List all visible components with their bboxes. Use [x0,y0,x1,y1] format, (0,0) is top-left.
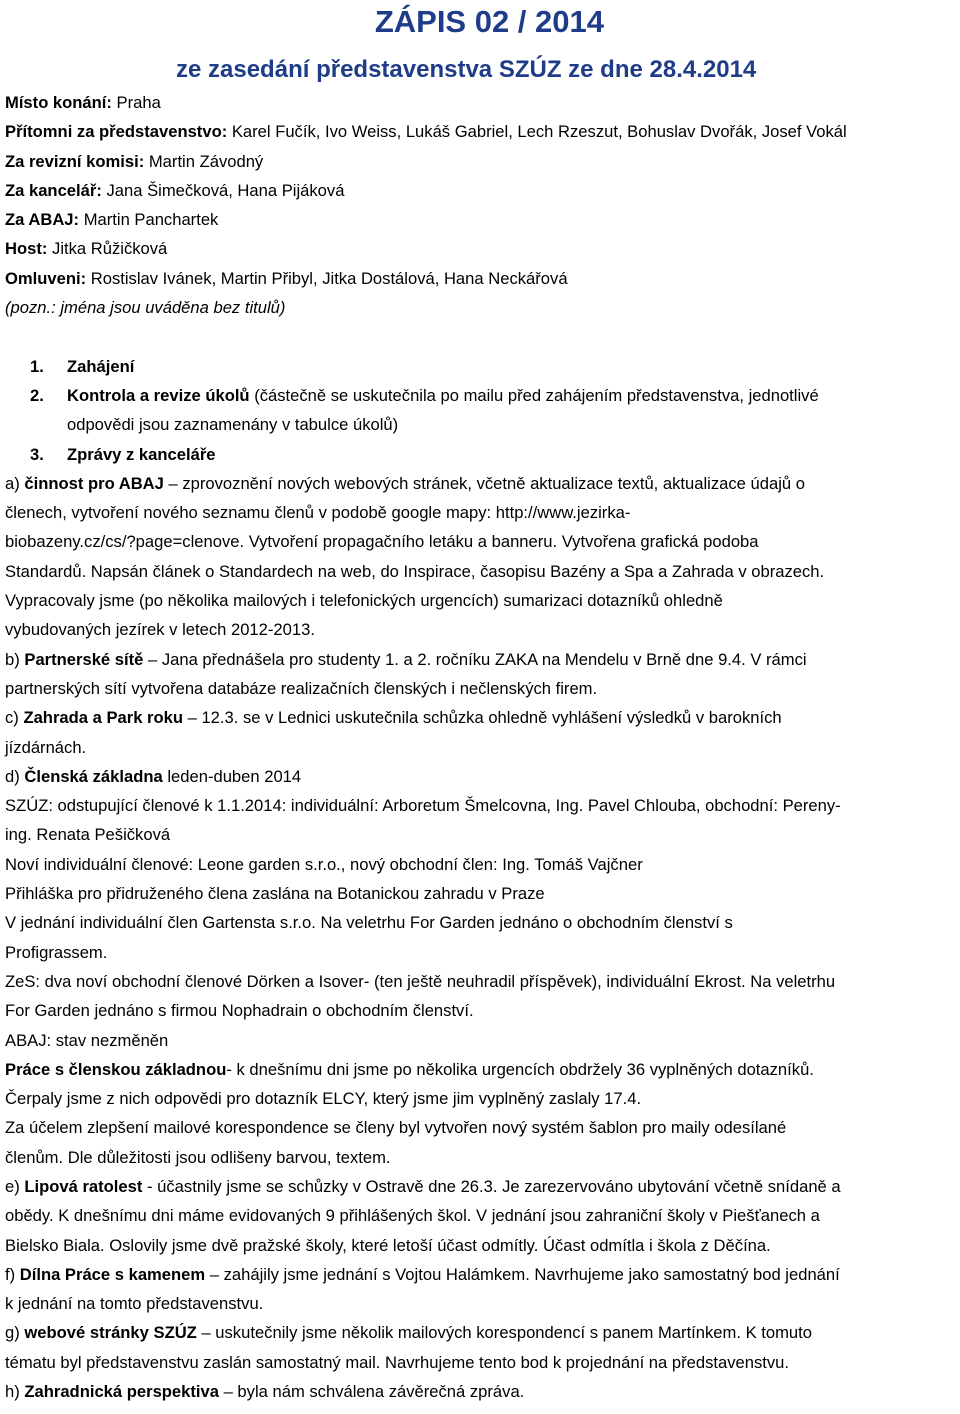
header-label: Host: [5,239,48,259]
section-prefix: g) [5,1323,25,1343]
header-guest [5,234,957,263]
agenda-text: (částečně se uskutečnila po mailu před zahájením představenstva, jednotlivé [249,385,819,405]
agenda-number: 1. [30,356,44,376]
text-line: členech, vytvoření nového seznamu členů v podobě google mapy: http://www.jezirka- [5,503,631,523]
section-title: Lipová ratolest [24,1176,143,1196]
header-label: Omluveni: [5,268,87,288]
text-line: obědy. K dnešnímu dni máme evidovaných 9 přihlášených škol. V jednání jsou zahraniční školy v Piešťanech a [5,1206,820,1226]
header-value: Jana Šimečková, Hana Pijáková [101,180,345,200]
header-audit [5,147,957,176]
agenda-item-1 [5,352,957,381]
section-text: – Jana přednášela pro studenty 1. a 2. ročníku ZAKA na Mendelu v Brně dne 9.4. V rámci [143,649,807,669]
section-c [5,703,957,732]
section-f [5,1260,957,1289]
header-excused [5,264,957,293]
section-prefix: f) [5,1264,20,1284]
agenda-number: 3. [30,444,44,464]
agenda-title: Zprávy z kanceláře [67,444,216,464]
text-line: partnerských sítí vytvořena databáze realizačních členských i nečlenských firem. [5,678,598,698]
header-value: Praha [111,93,161,112]
header-label: Za ABAJ: [5,210,80,230]
header-present [5,117,957,146]
agenda-item-2 [5,381,957,410]
text-line: Čerpaly jsme z nich odpovědi pro dotazník ELCY, který jsme jim vyplněný zaslaly 17.4. [5,1089,642,1109]
agenda-title: Kontrola a revize úkolů [67,385,250,405]
header-office [5,176,957,205]
header-value: Rostislav Ivánek, Martin Přibyl, Jitka Dostálová, Hana Neckářová [86,268,568,288]
text-line: SZÚZ: odstupující členové k 1.1.2014: individuální: Arboretum Šmelcovna, Ing. Pavel Chlouba, obchodní: Pereny- [5,796,841,816]
section-title: Dílna Práce s kamenem [19,1264,206,1284]
document-body [5,88,957,1406]
section-text: – zahájily jsme jednání s Vojtou Halámkem. Navrhujeme jako samostatný bod jednání [205,1264,840,1284]
text-line: biobazeny.cz/cs/?page=clenove. Vytvoření propagačního letáku a banneru. Vytvořena grafická podoba [5,532,759,552]
text-line: jízdárnách. [5,737,87,757]
section-title: Partnerské sítě [24,649,144,669]
text-line: Bielsko Biala. Oslovily jsme dvě pražské školy, které letoší účast odmítly. Účast odmítla i škola z Děčína. [5,1235,771,1255]
section-g [5,1318,957,1347]
header-value: Martin Panchartek [79,210,219,230]
header-value: Martin Závodný [144,151,264,171]
text-line: Přihláška pro přidruženého člena zaslána na Botanickou zahradu v Praze [5,884,545,904]
agenda-title: Zahájení [67,356,135,376]
text-line: Noví individuální členové: Leone garden s.r.o., nový obchodní člen: Ing. Tomáš Vajčner [5,854,643,874]
text-line: Vypracovaly jsme (po několika mailových i telefonických urgencích) sumarizaci dotazníků ohledně [5,591,723,611]
section-text: - účastnily jsme se schůzky v Ostravě dne 26.3. Je zarezervováno ubytování včetně snídaně a [142,1176,841,1196]
text-line: Profigrassem. [5,942,108,962]
header-value: Jitka Růžičková [47,239,168,259]
section-text: – uskutečnily jsme několik mailových korespondencí s panem Martínkem. K tomuto [196,1323,812,1343]
section-d [5,762,957,791]
section-title: Členská základna [24,766,163,786]
agenda-number: 2. [30,385,44,405]
section-h [5,1377,957,1406]
text-line: ing. Renata Pešičková [5,825,171,845]
header-label: Přítomni za představenstvo: [5,122,228,142]
text-line: Standardů. Napsán článek o Standardech na web, do Inspirace, časopisu Bazény a Spa a Zahrada v obrazech. [5,561,825,581]
header-abaj [5,205,957,234]
members-work [5,1055,957,1084]
text-line: k jednání na tomto představenstvu. [5,1294,264,1314]
text-line: ZeS: dva noví obchodní členové Dörken a Isover- (ten ještě neuhradil příspěvek), individuální Ekrost. Na veletrhu [5,971,836,991]
section-prefix: b) [5,649,25,669]
section-prefix: d) [5,766,25,786]
agenda-item-3 [5,440,957,469]
section-text: – 12.3. se v Lednici uskutečnila schůzka ohledně vyhlášení výsledků v barokních [183,708,782,728]
agenda-text-cont: odpovědi jsou zaznamenány v tabulce úkolů) [67,415,399,435]
section-text: leden-duben 2014 [162,766,302,786]
header-place [5,88,957,117]
text-line: vybudovaných jezírek v letech 2012-2013. [5,620,315,640]
text-line: ABAJ: stav nezměněn [5,1030,169,1050]
document-title: ZÁPIS 02 / 2014 [374,4,604,39]
text-line: For Garden jednáno s firmou Nophadrain o obchodním členství. [5,1001,474,1021]
header-label: Za kancelář: [5,180,102,200]
section-prefix: c) [5,708,24,728]
section-text: - k dnešnímu dni jsme po několika urgencích obdržely 36 vyplněných dotazníků. [226,1059,814,1079]
section-title: webové stránky SZÚZ [24,1323,197,1343]
section-title: činnost pro ABAJ [24,473,164,493]
text-line: V jednání individuální člen Gartensta s.r.o. Na veletrhu For Garden jednáno o obchodním členství s [5,913,733,933]
section-b [5,645,957,674]
section-title: Práce s členskou základnou [5,1059,227,1079]
document-subtitle: ze zasedání představenstva SZÚZ ze dne 28.4.2014 [176,56,757,83]
section-text: – zprovoznění nových webových stránek, včetně aktualizace textů, aktualizace údajů o [163,473,805,493]
text-line: Za účelem zlepšení mailové korespondence se členy byl vytvořen nový systém šablon pro maily odesílané [5,1118,787,1138]
section-title: Zahrada a Park roku [23,708,183,728]
section-a [5,469,957,498]
header-label: Místo konání: [5,93,112,112]
section-text: – byla nám schválena závěrečná zpráva. [218,1382,525,1402]
names-note: (pozn.: jména jsou uváděna bez titulů) [5,298,286,318]
section-prefix: e) [5,1176,25,1196]
header-label: Za revizní komisi: [5,151,145,171]
header-value: Karel Fučík, Ivo Weiss, Lukáš Gabriel, Lech Rzeszut, Bohuslav Dvořák, Josef Vokál [227,122,847,142]
text-line: tématu byl představenstvu zaslán samostatný mail. Navrhujeme tento bod k projednání na představenstvu. [5,1352,790,1372]
section-title: Zahradnická perspektiva [24,1382,219,1402]
section-prefix: a) [5,473,25,493]
text-line: členům. Dle důležitosti jsou odlišeny barvou, textem. [5,1147,391,1167]
section-e [5,1172,957,1201]
section-prefix: h) [5,1382,25,1402]
